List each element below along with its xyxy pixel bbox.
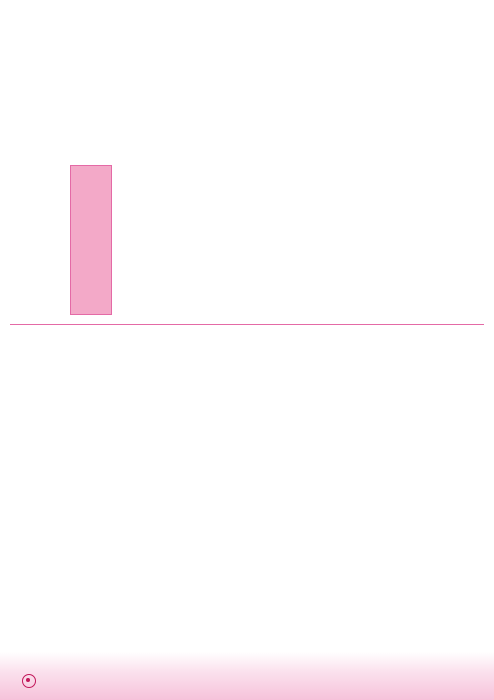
retired-staff-box <box>70 165 112 315</box>
page-footer <box>0 652 494 700</box>
city-logo <box>22 674 38 688</box>
bottom-text-section <box>10 336 484 644</box>
city-emblem-icon <box>22 674 36 688</box>
section-divider <box>10 324 484 325</box>
footer-bar <box>14 674 46 688</box>
